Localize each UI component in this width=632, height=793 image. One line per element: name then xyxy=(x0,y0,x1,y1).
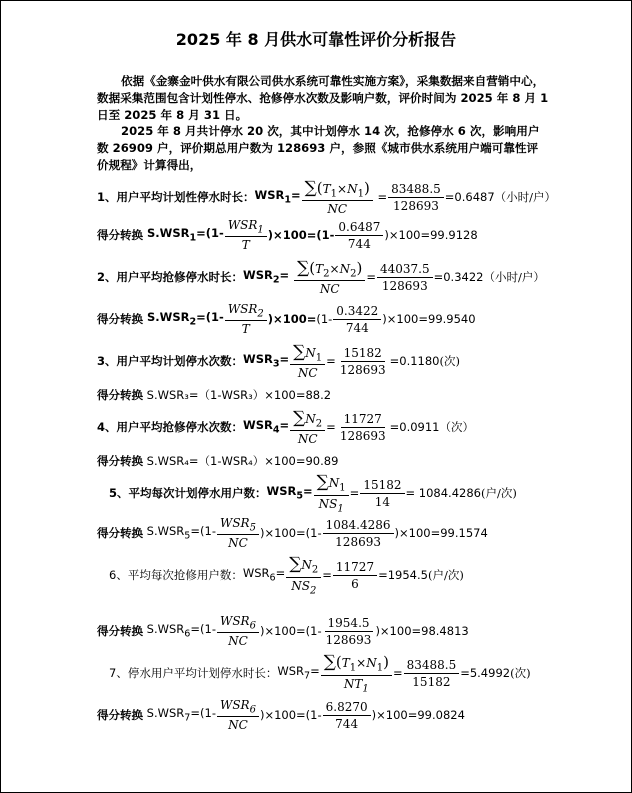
item-1-label: 1、用户平均计划性停水时长： xyxy=(97,190,255,204)
item-5-result: = 1084.4286 xyxy=(405,486,481,500)
item-1-score-fraction: $\frac{WSR_1}{T}$ xyxy=(225,218,267,252)
item-3-value-fraction: $\frac{15182}{128693}$ xyxy=(339,345,386,377)
item-1-score-prefix: 得分转换 xyxy=(97,228,143,242)
item-6-result: =1954.5 xyxy=(378,568,428,582)
item-6-formula: 6、平均每次抢修用户数： $WSR_6=$ $\frac{\sum N_2}{NS_2}$ = $\frac{11727}{6}$ =1954.5 (户/次) xyxy=(109,554,464,596)
item-6-score: 得分转换 $S.WSR_6=(1-$ $\frac{WSR_6}{NC}$ )×100=(1- $\frac{1954.5}{128693}$ )×100=98.4813 xyxy=(97,613,469,649)
item-1-value-fraction: $\frac{83488.5}{128693}$ xyxy=(388,182,444,213)
intro-paragraph-1: 依据《金寨金叶供水有限公司供水系统可靠性实施方案》，采集数据来自营销中心，数据采集范围包含计划性停水、抢修停水次数及影响户数，评价时间为 2025 年 8 月 1 日至 2025 年 8 月 31 日。 xyxy=(97,74,549,122)
item-2-score-prefix: 得分转换 xyxy=(97,312,143,326)
item-7-unit: (次) xyxy=(510,666,531,680)
item-6-definition-fraction: $\frac{\sum N_2}{NS_2}$ xyxy=(286,554,321,596)
item-2-score-result: )×100=99.9540 xyxy=(382,312,476,326)
item-5-unit: (户/次) xyxy=(480,486,517,500)
item-3-formula: 3、用户平均计划停水次数： $WSR_3=$ $\frac{\sum N_1}{NC}$ = $\frac{15182}{128693}$ =0.1180 (次) xyxy=(97,341,460,381)
item-3-label: 3、用户平均计划停水次数： xyxy=(97,354,244,368)
item-3-score-text: S.WSR₃=（1-WSR₃）×100=88.2 xyxy=(146,388,332,402)
item-4-result: =0.0911 xyxy=(389,420,440,434)
item-5-score-value-fraction: $\frac{1084.4286}{128693}$ xyxy=(323,518,394,549)
item-5-label: 5、平均每次计划停水用户数： xyxy=(109,486,267,500)
item-5-formula: 5、平均每次计划停水用户数： $WSR_5=$ $\frac{\sum N_1}{NS_1}$ = $\frac{15182}{14}$ = 1084.4286 (户/次) xyxy=(109,472,517,514)
item-4-label: 4、用户平均抢修停水次数： xyxy=(97,420,244,434)
item-5-definition-fraction: $\frac{\sum N_1}{NS_1}$ xyxy=(314,472,349,514)
item-6-value-fraction: $\frac{11727}{6}$ xyxy=(333,560,377,591)
item-7-formula: 7、停水用户平均计划停水时长： $WSR_7=$ $\frac{\sum(T_1\times N_1)}{NT_1}$ = $\frac{83488.5}{15182}$ =5.4992 (次) xyxy=(109,652,531,694)
item-2-definition-fraction: $\frac{\sum(T_2\times N_2)}{NC}$ xyxy=(294,258,365,296)
item-2-score-fraction: $\frac{WSR_2}{T}$ xyxy=(225,302,267,336)
item-1-definition-fraction: $\frac{\sum(T_1\times N_1)}{NC}$ xyxy=(302,178,373,216)
intro-paragraph-2: 2025 年 8 月共计停水 20 次，其中计划停水 14 次，抢修停水 6 次，影响用户数 26909 户，评价期总用户数为 128693 户，参照《城市供水系统用户端可靠性评价规程》计算得出， xyxy=(97,124,540,172)
item-6-label: 6、平均每次抢修用户数： xyxy=(109,568,243,582)
item-5-score-prefix: 得分转换 xyxy=(97,526,143,540)
item-6-score-fraction: $\frac{WSR_6}{NC}$ xyxy=(217,614,259,648)
item-7-score-prefix: 得分转换 xyxy=(97,708,143,722)
item-7-score-fraction: $\frac{WSR_6}{NC}$ xyxy=(217,698,259,732)
item-7-score-result: )×100=99.0824 xyxy=(371,708,465,722)
item-7-definition-fraction: $\frac{\sum(T_1\times N_1)}{NT_1}$ xyxy=(321,652,392,694)
item-1-formula: 1、用户平均计划性停水时长： $WSR_1=$ $\frac{\sum(T_1\times N_1)}{NC}$ = $\frac{83488.5}{128693}$ =0.6487 （小时/户） xyxy=(97,177,557,217)
item-1-score-value-fraction: $\frac{0.6487}{744}$ xyxy=(335,220,383,251)
item-6-score-prefix: 得分转换 xyxy=(97,624,143,638)
item-7-label: 7、停水用户平均计划停水时长： xyxy=(109,666,278,680)
item-2-value-fraction: $\frac{44037.5}{128693}$ xyxy=(377,262,433,293)
item-5-score: 得分转换 $S.WSR_5=(1-$ $\frac{WSR_5}{NC}$ )×100=(1- $\frac{1084.4286}{128693}$ )×100=99.1574 xyxy=(97,515,488,551)
item-4-formula: 4、用户平均抢修停水次数： $WSR_4=$ $\frac{\sum N_2}{NC}$ = $\frac{11727}{128693}$ =0.0911 （次） xyxy=(97,407,474,447)
item-4-score-text: S.WSR₄=（1-WSR₄）×100=90.89 xyxy=(146,454,339,468)
item-2-result: =0.3422 xyxy=(433,270,484,284)
item-5-score-fraction: $\frac{WSR_5}{NC}$ xyxy=(217,516,259,550)
item-7-result: =5.4992 xyxy=(460,666,511,680)
item-1-score-result: )×100=99.9128 xyxy=(384,228,478,242)
item-3-unit: (次) xyxy=(439,354,460,368)
item-4-value-fraction: $\frac{11727}{128693}$ xyxy=(339,411,386,443)
item-1-unit: （小时/户） xyxy=(494,190,557,204)
item-2-formula: 2、用户平均抢修停水时长： $WSR_2=$ $\frac{\sum(T_2\times N_2)}{NC}$ = $\frac{44037.5}{128693}$ =0.3422 （小时/户） xyxy=(97,257,545,297)
item-6-score-value-fraction: $\frac{1954.5}{128693}$ xyxy=(325,615,372,647)
item-5-score-result: )×100=99.1574 xyxy=(394,526,488,540)
item-6-score-result: )×100=98.4813 xyxy=(375,624,469,638)
item-2-score-value-fraction: $\frac{0.3422}{744}$ xyxy=(333,304,381,335)
item-6-unit: (户/次) xyxy=(427,568,464,582)
item-3-score-prefix: 得分转换 xyxy=(97,388,143,402)
item-2-label: 2、用户平均抢修停水时长： xyxy=(97,270,244,284)
item-5-value-fraction: $\frac{15182}{14}$ xyxy=(360,478,404,509)
item-3-definition-fraction: $\frac{\sum N_1}{NC}$ xyxy=(290,342,325,380)
item-4-score-prefix: 得分转换 xyxy=(97,454,143,468)
item-7-score: 得分转换 $S.WSR_7=(1-$ $\frac{WSR_6}{NC}$ )×100=(1- $\frac{6.8270}{744}$ )×100=99.0824 xyxy=(97,697,465,733)
item-4-definition-fraction: $\frac{\sum N_2}{NC}$ xyxy=(290,408,325,446)
item-1-score: 得分转换 $S.WSR_1=(1-$ $\frac{WSR_1}{T}$ )×100=(1- $\frac{0.6487}{744}$ )×100=99.9128 xyxy=(97,217,478,253)
item-7-score-value-fraction: $\frac{6.8270}{744}$ xyxy=(323,700,371,731)
item-3-result: =0.1180 xyxy=(389,354,440,368)
item-2-score: 得分转换 $S.WSR_2=(1-$ $\frac{WSR_2}{T}$ )×100= (1- $\frac{0.3422}{744}$ )×100=99.9540 xyxy=(97,301,476,337)
item-1-wsr: $WSR_1=$ xyxy=(254,188,301,206)
item-2-unit: （小时/户） xyxy=(483,270,545,284)
item-4-unit: （次） xyxy=(439,420,474,434)
report-title: 2025 年 8 月供水可靠性评价分析报告 xyxy=(175,30,457,49)
item-7-value-fraction: $\frac{83488.5}{15182}$ xyxy=(404,658,460,689)
item-1-result: =0.6487 xyxy=(444,190,495,204)
